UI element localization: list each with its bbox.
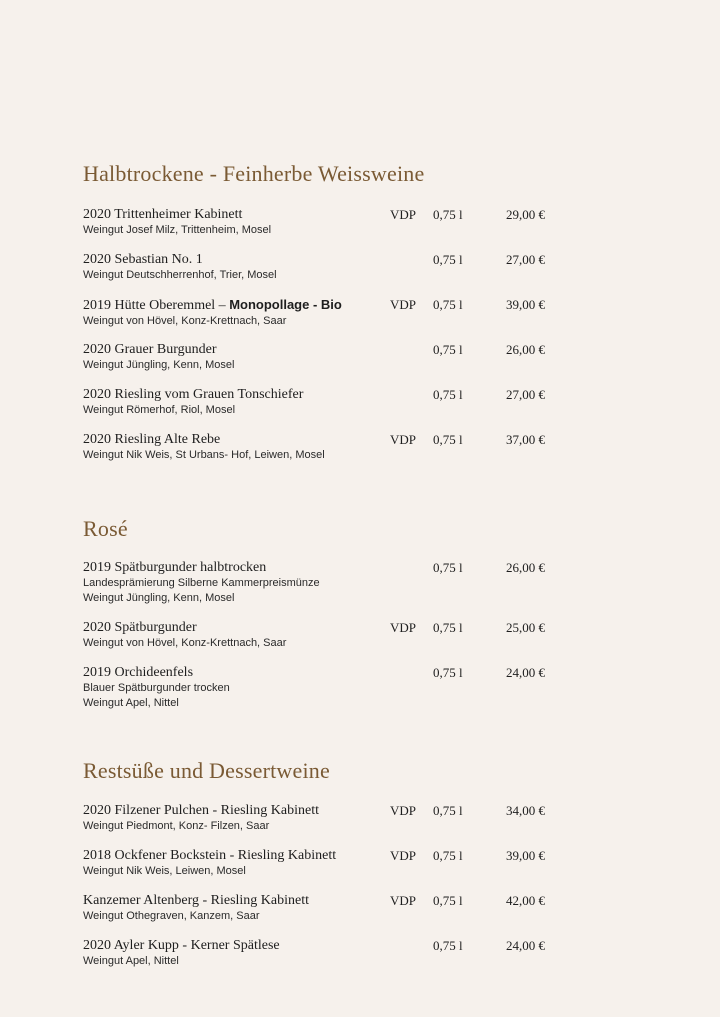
volume: 0,75 l: [433, 620, 463, 635]
wine-name: 2020 Grauer Burgunder: [83, 342, 217, 357]
price: 42,00 €: [506, 893, 545, 908]
wine-name: [83, 297, 553, 314]
wine-detail: Weingut Römerhof, Riol, Mosel: [83, 404, 236, 416]
volume: 0,75 l: [433, 297, 463, 312]
wine-detail: Weingut Apel, Nittel: [83, 697, 179, 709]
wine-detail: Weingut Piedmont, Konz- Filzen, Saar: [83, 820, 270, 832]
wine-name: 2020 Trittenheimer Kabinett: [83, 207, 243, 222]
wine-detail: Weingut Othegraven, Kanzem, Saar: [83, 910, 260, 922]
wine-name: 2020 Spätburgunder: [83, 620, 197, 635]
wine-name: 2019 Orchideenfels: [83, 665, 194, 680]
vdp-label: VDP: [390, 893, 417, 908]
wine-name: 2020 Sebastian No. 1: [83, 252, 203, 267]
volume: 0,75 l: [433, 665, 463, 680]
price: 26,00 €: [506, 560, 545, 575]
wine-detail: Weingut Jüngling, Kenn, Mosel: [83, 359, 235, 371]
price: 27,00 €: [506, 387, 545, 402]
wine-detail: Weingut Apel, Nittel: [83, 955, 179, 967]
wine-detail: Weingut Jüngling, Kenn, Mosel: [83, 592, 235, 604]
wine-item: [83, 252, 553, 283]
wine-item: [83, 387, 553, 418]
wine-detail: Landesprämierung Silberne Kammerpreismünze: [83, 577, 320, 589]
price: 29,00 €: [506, 207, 545, 222]
wine-name: 2018 Ockfener Bockstein - Riesling Kabinett: [83, 848, 337, 863]
section-title-rose: Rosé: [83, 516, 128, 541]
volume: 0,75 l: [433, 387, 463, 402]
volume: 0,75 l: [433, 342, 463, 357]
volume: 0,75 l: [433, 432, 463, 447]
wine-item: [83, 432, 553, 463]
wine-item: [83, 342, 553, 373]
price: 24,00 €: [506, 665, 545, 680]
wine-item: [83, 665, 553, 711]
wine-detail: Weingut Josef Milz, Trittenheim, Mosel: [83, 224, 272, 236]
wine-detail: Weingut von Hövel, Konz-Krettnach, Saar: [83, 637, 287, 649]
wine-detail: Weingut Deutschherrenhof, Trier, Mosel: [83, 269, 277, 281]
wine-name-bold: Monopollage - Bio: [229, 297, 342, 312]
wine-item: [83, 297, 553, 329]
wine-item: [83, 620, 553, 651]
price: 39,00 €: [506, 297, 545, 312]
wine-item: [83, 207, 553, 238]
volume: 0,75 l: [433, 803, 463, 818]
wine-item: [83, 938, 553, 969]
wine-detail: Blauer Spätburgunder trocken: [83, 682, 230, 694]
price: 39,00 €: [506, 848, 545, 863]
price: 27,00 €: [506, 252, 545, 267]
wine-item: [83, 560, 553, 606]
wine-name: 2020 Riesling vom Grauen Tonschiefer: [83, 387, 304, 402]
wine-name: Kanzemer Altenberg - Riesling Kabinett: [83, 893, 310, 908]
vdp-label: VDP: [390, 848, 417, 863]
volume: 0,75 l: [433, 207, 463, 222]
wine-detail: Weingut von Hövel, Konz-Krettnach, Saar: [83, 315, 287, 327]
vdp-label: VDP: [390, 207, 417, 222]
volume: 0,75 l: [433, 848, 463, 863]
price: 26,00 €: [506, 342, 545, 357]
wine-name: 2020 Filzener Pulchen - Riesling Kabinett: [83, 803, 320, 818]
price: 37,00 €: [506, 432, 545, 447]
vdp-label: VDP: [390, 297, 417, 312]
vdp-label: VDP: [390, 803, 417, 818]
wine-item: [83, 848, 553, 879]
price: 24,00 €: [506, 938, 545, 953]
price: 25,00 €: [506, 620, 545, 635]
wine-name: 2019 Spätburgunder halbtrocken: [83, 560, 267, 575]
wine-name: 2020 Ayler Kupp - Kerner Spätlese: [83, 938, 280, 953]
wine-item: [83, 803, 553, 834]
wine-item: [83, 893, 553, 924]
section-title-halbtrocken: Halbtrockene - Feinherbe Weissweine: [83, 161, 425, 186]
wine-detail: Weingut Nik Weis, Leiwen, Mosel: [83, 865, 246, 877]
price: 34,00 €: [506, 803, 545, 818]
wine-detail: Weingut Nik Weis, St Urbans- Hof, Leiwen, Mosel: [83, 449, 325, 461]
volume: 0,75 l: [433, 938, 463, 953]
volume: 0,75 l: [433, 560, 463, 575]
volume: 0,75 l: [433, 893, 463, 908]
wine-name: 2020 Riesling Alte Rebe: [83, 432, 221, 447]
section-title-dessert: Restsüße und Dessertweine: [83, 758, 330, 783]
wine-name-text: 2019 Hütte Oberemmel –: [83, 298, 230, 313]
vdp-label: VDP: [390, 620, 417, 635]
volume: 0,75 l: [433, 252, 463, 267]
vdp-label: VDP: [390, 432, 417, 447]
